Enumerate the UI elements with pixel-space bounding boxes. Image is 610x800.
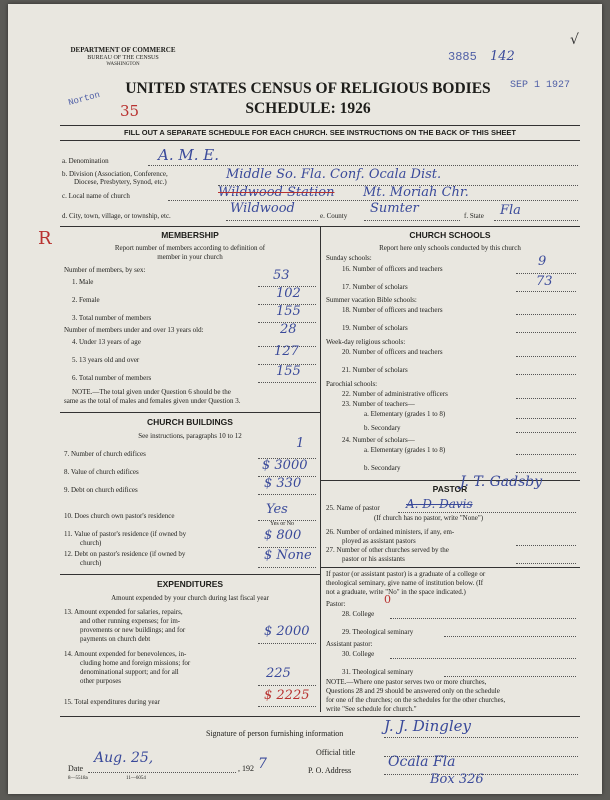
r-mark: R <box>38 228 52 249</box>
date-stamp: SEP 1 1927 <box>510 80 571 91</box>
by-sex-label: Number of members, by sex: <box>64 266 146 274</box>
graduate-note-1: If pastor (or assistant pastor) is a graduate of a college or <box>326 570 486 578</box>
pastor-name-struck: A. D. Davis <box>406 497 473 511</box>
q13-label-2: and other running expenses; for im- <box>80 617 181 625</box>
form-code: 8—5518a <box>68 776 88 781</box>
q24b-label: b. Secondary <box>364 464 401 472</box>
q3-value: 155 <box>276 304 301 319</box>
pastor-sublabel: Pastor: <box>326 600 346 608</box>
graduate-note-3: not a graduate, write "No" in the space indicated.) <box>326 588 466 596</box>
q21-label: 21. Number of scholars <box>342 366 408 374</box>
schedule-ref: 35 <box>120 102 140 120</box>
pastor-note-1: NOTE.—Where one pastor serves two or more churches, <box>326 678 487 686</box>
pastor-name-upper: J. T. Gadsby <box>460 474 543 490</box>
graduate-note-2: theological seminary, give name of institution below. (If <box>326 579 484 587</box>
q6-label: 6. Total number of members <box>72 374 152 382</box>
norton-stamp: Norton <box>67 89 102 109</box>
pastor-note-3: for one of the churches; on the schedules for the other churches, <box>326 696 506 704</box>
q15-value: $ 2225 <box>264 688 310 703</box>
q11-value: $ 800 <box>264 528 302 543</box>
official-title-label: Official title <box>316 748 356 757</box>
q11-label: 11. Value of pastor's residence (if owned by <box>64 530 187 538</box>
denomination-label: a. Denomination <box>62 157 109 165</box>
q26-label-2: ployed as assistant pastors <box>342 537 416 545</box>
q7-value: 1 <box>296 436 305 451</box>
q7-label: 7. Number of church edifices <box>64 450 146 458</box>
q13-value: $ 2000 <box>264 624 310 639</box>
pastor-heading: PASTOR <box>432 484 468 494</box>
expenditures-heading: EXPENDITURES <box>156 579 224 589</box>
date-label: Date <box>68 764 84 773</box>
q14-label-4: other purposes <box>80 677 122 685</box>
membership-heading: MEMBERSHIP <box>161 230 219 240</box>
q15-label: 15. Total expenditures during year <box>64 698 160 706</box>
q2-label: 2. Female <box>72 296 100 304</box>
year-value: 7 <box>258 756 267 772</box>
buildings-intro: See instructions, paragraphs 10 to 12 <box>138 432 242 440</box>
q6-value: 155 <box>276 364 301 379</box>
sunday-schools-label: Sunday schools: <box>326 254 372 262</box>
file-suffix: 142 <box>490 49 515 64</box>
q19-label: 19. Number of scholars <box>342 324 408 332</box>
address-box: Box 326 <box>430 772 484 787</box>
q17-label: 17. Number of scholars <box>342 283 408 291</box>
q23-label: 23. Number of teachers— <box>342 400 415 408</box>
church-name-value: Mt. Moriah Chr. <box>363 185 469 200</box>
q12-label-2: church) <box>80 559 102 567</box>
assistant-pastor-label: Assistant pastor: <box>326 640 373 648</box>
q24a-label: a. Elementary (grades 1 to 8) <box>364 446 446 454</box>
q25-sublabel: (If church has no pastor, write "None") <box>374 514 484 522</box>
department-label: DEPARTMENT OF COMMERCE <box>70 46 176 54</box>
q8-value: $ 3000 <box>262 458 308 473</box>
instruction-line: FILL OUT A SEPARATE SCHEDULE FOR EACH CHURCH. SEE INSTRUCTIONS ON THE BACK OF THIS SHEET <box>124 128 516 137</box>
q24-label: 24. Number of scholars— <box>342 436 415 444</box>
signature-value: J. J. Dingley <box>384 717 472 735</box>
q2-value: 102 <box>276 286 301 301</box>
form-code-2: 11—6054 <box>126 776 146 781</box>
summer-schools-label: Summer vacation Bible schools: <box>326 296 417 304</box>
bureau-label: BUREAU OF THE CENSUS <box>87 55 159 61</box>
q16-value: 9 <box>538 254 547 269</box>
q14-label: 14. Amount expended for benevolences, in- <box>64 650 187 658</box>
q23a-label: a. Elementary (grades 1 to 8) <box>364 410 446 418</box>
date-value: Aug. 25, <box>94 750 154 766</box>
city-value: Wildwood <box>230 201 295 216</box>
signature-label: Signature of person furnishing information <box>206 729 344 738</box>
division-label: b. Division (Association, Conference, <box>62 170 168 178</box>
form-title: UNITED STATES CENSUS OF RELIGIOUS BODIES <box>125 80 491 97</box>
q18-label: 18. Number of officers and teachers <box>342 306 443 314</box>
q1-label: 1. Male <box>72 278 94 286</box>
schools-intro: Report here only schools conducted by this church <box>379 244 521 252</box>
schools-heading: CHURCH SCHOOLS <box>409 230 491 240</box>
q14-label-2: cluding home and foreign missions; for <box>80 659 191 667</box>
q25-label: 25. Name of pastor <box>326 504 380 512</box>
q13-label-3: provements or new buildings; and for <box>80 626 186 634</box>
file-number-stamp: 3885 <box>448 50 477 64</box>
check-mark: √ <box>570 32 579 48</box>
q12-value: $ None <box>264 548 312 563</box>
county-value: Sumter <box>370 201 419 216</box>
q28-label: 28. College <box>342 610 375 618</box>
q3-label: 3. Total number of members <box>72 314 152 322</box>
yes-or-no-label: Yes or No <box>270 521 295 527</box>
q5-value: 127 <box>274 344 299 359</box>
q22-label: 22. Number of administrative officers <box>342 390 448 398</box>
q8-label: 8. Value of church edifices <box>64 468 139 476</box>
expenditures-intro: Amount expended by your church during last fiscal year <box>111 594 269 602</box>
q1-value: 53 <box>273 268 290 283</box>
denomination-value: A. M. E. <box>158 146 219 164</box>
q4-value: 28 <box>280 322 297 337</box>
q29-label: 29. Theological seminary <box>342 628 414 636</box>
pastor-note-2: Questions 28 and 29 should be answered only on the schedule <box>326 687 500 695</box>
buildings-heading: CHURCH BUILDINGS <box>147 417 233 427</box>
pastor-mark: 0 <box>384 593 391 606</box>
q30-label: 30. College <box>342 650 375 658</box>
q17-value: 73 <box>536 274 553 289</box>
address-label: P. O. Address <box>308 766 352 775</box>
q13-label: 13. Amount expended for salaries, repairs, <box>64 608 183 616</box>
church-name-struck: Wildwood Station <box>218 185 335 200</box>
q4-label: 4. Under 13 years of age <box>72 338 141 346</box>
weekday-schools-label: Week-day religious schools: <box>326 338 406 346</box>
q9-label: 9. Debt on church edifices <box>64 486 138 494</box>
address-value: Ocala Fla <box>388 754 456 770</box>
q27-label: 27. Number of other churches served by the <box>326 546 449 554</box>
membership-intro-1: Report number of members according to definition of <box>114 244 266 252</box>
membership-note-1: NOTE.—The total given under Question 6 should be the <box>72 388 231 396</box>
membership-note-2: same as the total of males and females given under Question 3. <box>64 397 241 405</box>
state-label: f. State <box>464 212 484 220</box>
church-name-label: c. Local name of church <box>62 192 130 200</box>
division-value: Middle So. Fla. Conf. Ocala Dist. <box>226 167 442 182</box>
form-subtitle: SCHEDULE: 1926 <box>245 100 371 117</box>
q26-label: 26. Number of ordained ministers, if any, em- <box>326 528 455 536</box>
q16-label: 16. Number of officers and teachers <box>342 265 443 273</box>
city-label: WASHINGTON <box>106 62 140 67</box>
q5-label: 5. 13 years old and over <box>72 356 140 364</box>
q31-label: 31. Theological seminary <box>342 668 414 676</box>
q14-label-3: denominational support; and for all <box>80 668 179 676</box>
age-label: Number of members under and over 13 years old: <box>64 326 204 334</box>
q20-label: 20. Number of officers and teachers <box>342 348 443 356</box>
membership-intro-2: member in your church <box>157 253 223 261</box>
pastor-note-4: write "See schedule for church." <box>326 705 417 713</box>
q23b-label: b. Secondary <box>364 424 401 432</box>
q9-value: $ 330 <box>264 476 302 491</box>
q10-value: Yes <box>266 502 288 517</box>
q12-label: 12. Debt on pastor's residence (if owned by <box>64 550 186 558</box>
parochial-schools-label: Parochial schools: <box>326 380 378 388</box>
city-field-label: d. City, town, village, or township, etc. <box>62 212 171 220</box>
year-label: , 192 <box>238 764 254 773</box>
q11-label-2: church) <box>80 539 102 547</box>
q14-value: 225 <box>266 666 291 681</box>
county-label: e. County <box>320 212 348 220</box>
division-sublabel: Diocese, Presbytery, Synod, etc.) <box>74 178 167 186</box>
q10-label: 10. Does church own pastor's residence <box>64 512 175 520</box>
q27-label-2: pastor or his assistants <box>342 555 405 563</box>
census-form <box>8 4 602 794</box>
state-value: Fla <box>500 203 521 218</box>
q13-label-4: payments on church debt <box>80 635 151 643</box>
